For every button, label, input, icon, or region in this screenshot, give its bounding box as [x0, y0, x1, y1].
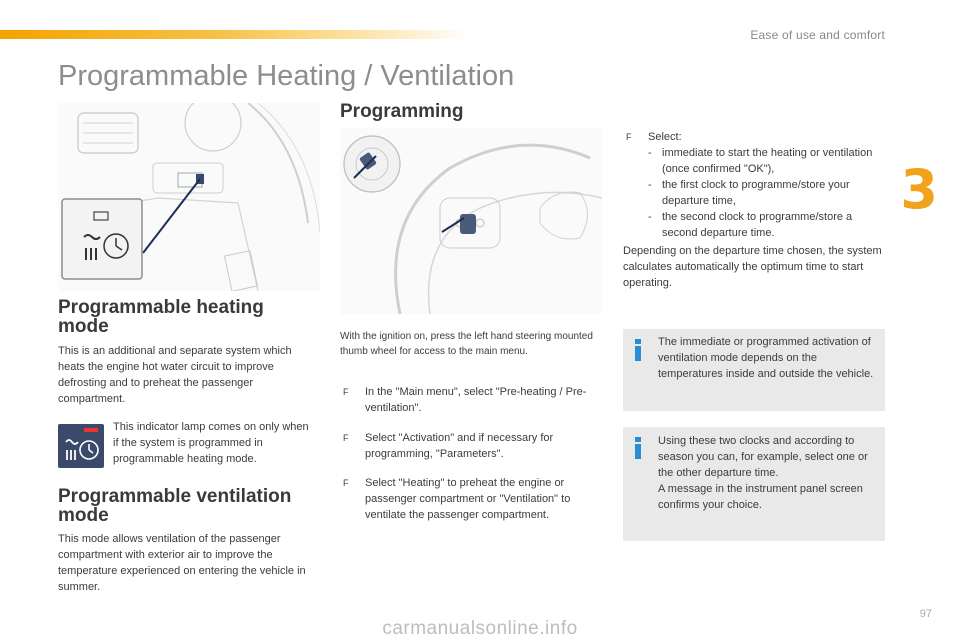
bullet-marker-icon: F [343, 387, 349, 397]
info-box-clocks-line-2: A message in the instrument panel screen confirms your choice. [658, 483, 863, 511]
programming-step-1-text: In the "Main menu", select "Pre-heating / Pre-ventilation". [365, 386, 587, 414]
select-item-first-clock: - the first clock to programme/store your departure time, [648, 179, 850, 207]
programming-step-1 [343, 384, 605, 416]
info-box-clocks-line-1: Using these two clocks and according to season you can, for example, select one or the other departure time. [658, 435, 868, 479]
programming-caption: With the ignition on, press the left hand steering mounted thumb wheel for access to the main menu. [340, 331, 593, 357]
page-number: 97 [919, 608, 932, 620]
ventilation-mode-body: This mode allows ventilation of the passenger compartment with exterior air to improve the temperature experienced on entering the vehicle in summer. [58, 533, 306, 593]
heating-mode-body: This is an additional and separate system which heats the engine hot water circuit to improve defrosting and to preheat the passenger compartment. [58, 345, 292, 405]
page-title: Programmable Heating / Ventilation [58, 60, 515, 92]
programming-heading: Programming [340, 101, 464, 122]
dashboard-illustration [58, 103, 320, 291]
info-icon [635, 339, 641, 361]
heating-mode-heading: Programmable heating mode [58, 297, 264, 337]
section-label: Ease of use and comfort [750, 28, 885, 42]
bullet-marker-icon: F [343, 433, 349, 443]
departure-time-text: Depending on the departure time chosen, the system calculates automatically the optimum time to start operating. [623, 245, 882, 289]
select-item-second-clock: - the second clock to programme/store a second departure time. [648, 211, 853, 239]
programming-step-3-text: Select "Heating" to preheat the engine or passenger compartment or "Ventilation" to ventilate the passenger compartment. [365, 477, 571, 521]
info-box-activation-text: The immediate or programmed activation of ventilation mode depends on the temperatures inside and outside the vehicle. [658, 336, 874, 380]
info-icon [635, 437, 641, 459]
bullet-marker-icon: F [626, 132, 632, 142]
ventilation-mode-heading: Programmable ventilation mode [58, 486, 292, 526]
header-accent-bar [0, 30, 470, 39]
chapter-number: 3 [900, 158, 938, 221]
heating-indicator-icon [58, 424, 104, 468]
programming-step-3 [343, 475, 605, 523]
info-box-activation [623, 329, 885, 411]
select-item-immediate: - immediate to start the heating or ventilation (once confirmed "OK"), [648, 147, 873, 175]
programming-step-2 [343, 430, 605, 462]
bullet-marker-icon: F [343, 478, 349, 488]
watermark: carmanualsonline.info [382, 618, 578, 639]
steering-wheel-illustration [340, 128, 602, 314]
info-box-clocks-text [658, 433, 880, 513]
select-label: Select: [648, 131, 682, 143]
select-options [626, 129, 886, 241]
indicator-lamp-text: This indicator lamp comes on only when if the system is programmed in programmable heating mode. [113, 421, 309, 465]
programming-step-2-text: Select "Activation" and if necessary for programming, "Parameters". [365, 432, 554, 460]
info-box-clocks [623, 427, 885, 541]
